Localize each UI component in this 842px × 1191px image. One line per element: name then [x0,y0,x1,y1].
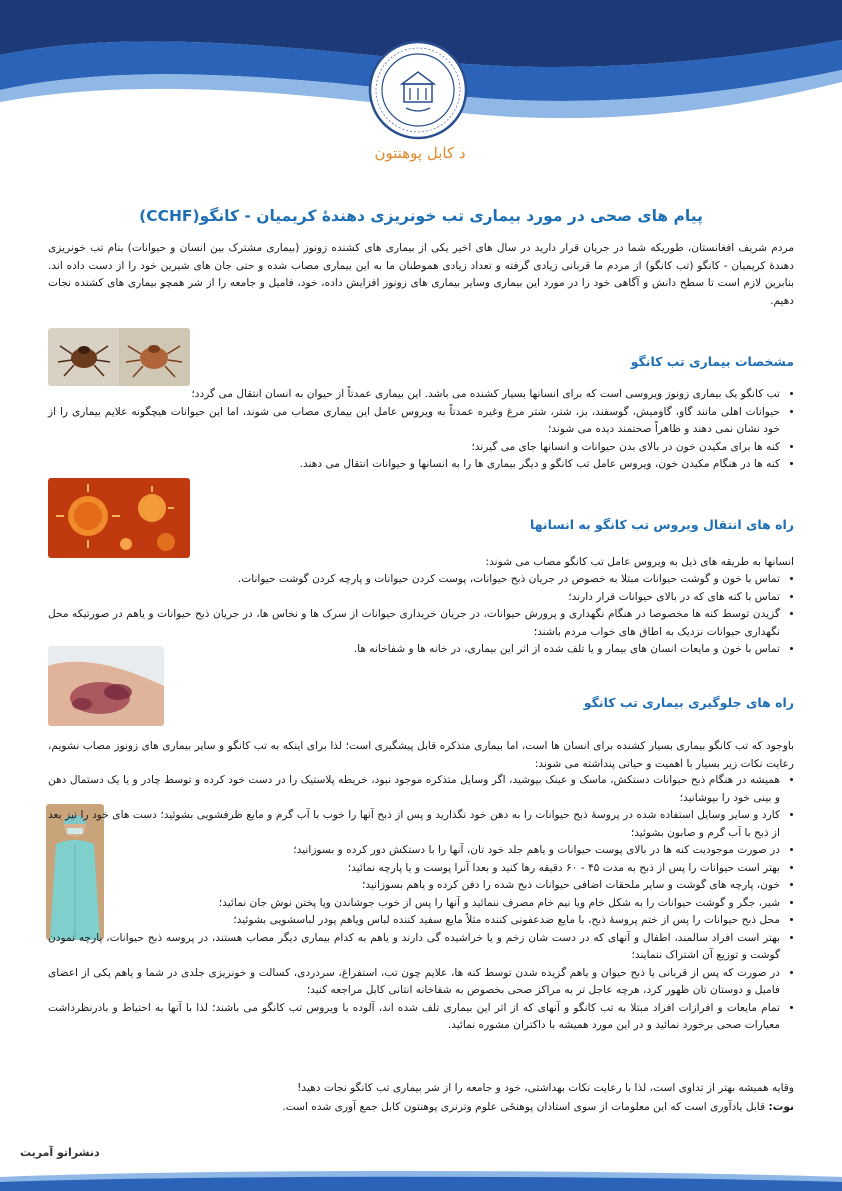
list-item: • کنه ها برای مکیدن خون در بالای بدن حیوانات و انسانها جای می گیرند؛ [48,439,780,457]
note-label: نوت: [768,1101,794,1113]
list-item: • در صورت که پس از قربانی یا ذبح حیوان و یاهم گزیده شدن توسط کنه ها، علایم چون تب، استفراغ، سردردی، کسالت و خونریزی جلدی در شما و یاهم یکی از اعضای فامیل و دوستان تان ظهور کرد، هرچه عاجل تر به مراکز صحی بخصوص به شفاخانه انتانی کابل مراجعه کنید؛ [48,965,780,1000]
list-item: • محل ذبح حیوانات را پس از ختم پروسۀ ذبح، با مایع ضدعفونی کننده مثلاً مایع سفید کننده لباس ویاهم پودر لباسشویی بشوئید؛ [48,912,780,930]
list-item: • کارد و سایر وسایل استفاده شده در پروسۀ ذبح حیوانات را به دهن خود نگذارید و پس از ذبح آنها را خوب با آب گرم و مایع ظرفشویی بشوئید؛ دست های خود را نیز بعد از ذبح با آب گرم و صابون بشوئید؛ [48,807,780,842]
list-item: • خون، پارچه های گوشت و سایر ملحقات اضافی حیوانات ذبح شده را دفن کرده و یاهم بسوزانید؛ [48,877,780,895]
list-item: • تب کانگو یک بیماری زونوز ویروسی است که برای انسانها بسیار کشنده می باشد. این بیماری عمدتاً از حیوان به انسان انتقال می گردد؛ [48,386,780,404]
list-item: • کنه ها در هنگام مکیدن خون، ویروس عامل تب کانگو و دیگر بیماری ها را به انسانها و حیوانات انتقال می دهند. [48,456,780,474]
kabul-university-seal [368,40,468,140]
list-item: • همیشه در هنگام ذبح حیوانات دستکش، ماسک و عینک بپوشید، اگر وسایل متذکره موجود نبود، خریطه پلاستیک را در دست خود کرده و توسط چادر و یا یک دستمال دهن و بینی خود را بپوشانید؛ [48,772,780,807]
list-item: • حیوانات اهلی مانند گاو، گاومیش، گوسفند، بز، شتر، شتر مرغ وغیره عمدتاً به ویروس عامل این بیماری مصاب می شوند، اما این حیوانات هیچگونه علایم بیماری را از خود نشان نمی دهند و ظاهراً صحتمند دیده می شوند؛ [48,404,780,439]
page-title: پیام های صحی در مورد بیماری تب خونریزی دهندۀ کریمیان - کانگو(CCHF) [139,207,703,225]
list-item: • در صورت موجودیت کنه ها در بالای پوست حیوانات و یاهم جلد خود تان، آنها را با دستکش دور کرده و بسوزانید؛ [48,842,780,860]
list-item: • تماس با خون و گوشت حیوانات مبتلا به خصوص در جریان ذبح حیوانات، پوست کردن حیوانات و پارچه کردن گوشت حیوانات. [48,571,780,589]
section3-list [48,772,794,1035]
closing-line: وقایه همیشه بهتر از تداوی است، لذا با رعایت نکات بهداشتی، خود و جامعه را از شر بیماری تب کانگو نجات دهید! [297,1082,794,1094]
section3-heading: راه های جلوگیری بیماری تب کانگو [583,695,794,710]
list-item: • بهتر است حیوانات را پس از ذبح به مدت ۴۵ - ۶۰ دقیقه رها کنید و بعدا آنرا پوست و یا پارچه نمائید؛ [48,860,780,878]
list-item: • تماس با کنه های که در بالای حیوانات قرار دارند؛ [48,589,780,607]
list-item: • تماس با خون و مایعات انسان های بیمار و یا تلف شده از اثر این بیماری، در خانه ها و شفاخانه ها. [48,641,780,659]
logo-caption: د کابل پوهنتون [374,144,466,162]
list-item: • شیر، جگر و گوشت حیوانات را به شکل خام ویا نیم خام مصرف ننمائید و آنها را پس از خوب جوشاندن ویا پختن نوش جان نمائید؛ [48,895,780,913]
section2-lead: انسانها به طریقه های ذیل به ویروس عامل تب کانگو مصاب می شوند: [485,556,794,568]
section2-heading: راه های انتقال ویروس تب کانگو به انسانها [529,517,794,532]
section1-list [48,386,794,474]
publisher-footer: دنشراتو آمریت [20,1146,100,1159]
intro-paragraph: مردم شریف افغانستان، طوریکه شما در جریان قرار دارید در سال های اخیر یکی از بیماری های کشنده زونوز (بیماری مشترک بین انسان و حیوانات) بنام تب خونریزی دهندۀ کریمیان - کانگو (تب کانگو) از مردم ما قربانی زیادی گرفته و تعداد زیادی هموطنان ما به این بیماری مصاب شده و حتی جان های شیرین خود را از دست داده اند. بنابرین لازم است تا سطح دانش و آگاهی خود را در مورد این بیماری وسایر بیماری های زونوز افزایش داده، خود، فامیل و جامعه را از شر همچو بیماری های کشنده نجات دهیم. [48,242,794,307]
section1-heading: مشخصات بیماری تب کانگو [630,354,794,369]
skin-hemorrhage-photo [48,646,164,726]
note-text: قابل یادآوری است که این معلومات از سوی استادان پوهنځی علوم وترنری پوهنتون کابل جمع آوری شده است. [282,1101,766,1113]
virus-illustration [48,478,190,558]
note-line [48,1099,794,1117]
section3-lead: باوجود که تب کانگو بیماری بسیار کشنده برای انسان ها است، اما بیماری متذکره قابل پیشگیری است؛ لذا برای اینکه به تب کانگو و سایر بیماری های زونوز مصاب نشویم، رعایت نکات زیر بسیار با اهمیت و حیاتی پنداشته می شوند: [48,740,794,770]
footer-wave [0,1151,842,1191]
list-item: • گزیدن توسط کنه ها مخصوصا در هنگام نگهداری و پرورش حیوانات، در جریان خریداری حیوانات از سرک ها و نخاس ها، در جریان ذبح حیوانات و یاهم در صورتیکه محل نگهداری حیوانات نزدیک به اطاق های خواب مردم باشند؛ [48,606,780,641]
list-item: • تمام مایعات و افرازات افراد مبتلا به تب کانگو و آنهای که از اثر این بیماری تلف شده اند، آلوده با ویروس تب کانگو می باشند؛ لذا با آنها به احتیاط و بادرنظرداشت معیارات صحی برخورد نمائید و در این مورد همیشه با داکتران مشوره نمائید. [48,1000,780,1035]
ticks-photo [48,328,190,386]
list-item: • بهتر است افراد سالمند، اطفال و آنهای که در دست شان زخم و یا خراشیده گی دارند و یاهم به کدام بیماری دیگر مصاب هستند، در پروسه ذبح حیوانات، پارچه نمودن گوشت و توزیع آن اشتراک ننمایند؛ [48,930,780,965]
